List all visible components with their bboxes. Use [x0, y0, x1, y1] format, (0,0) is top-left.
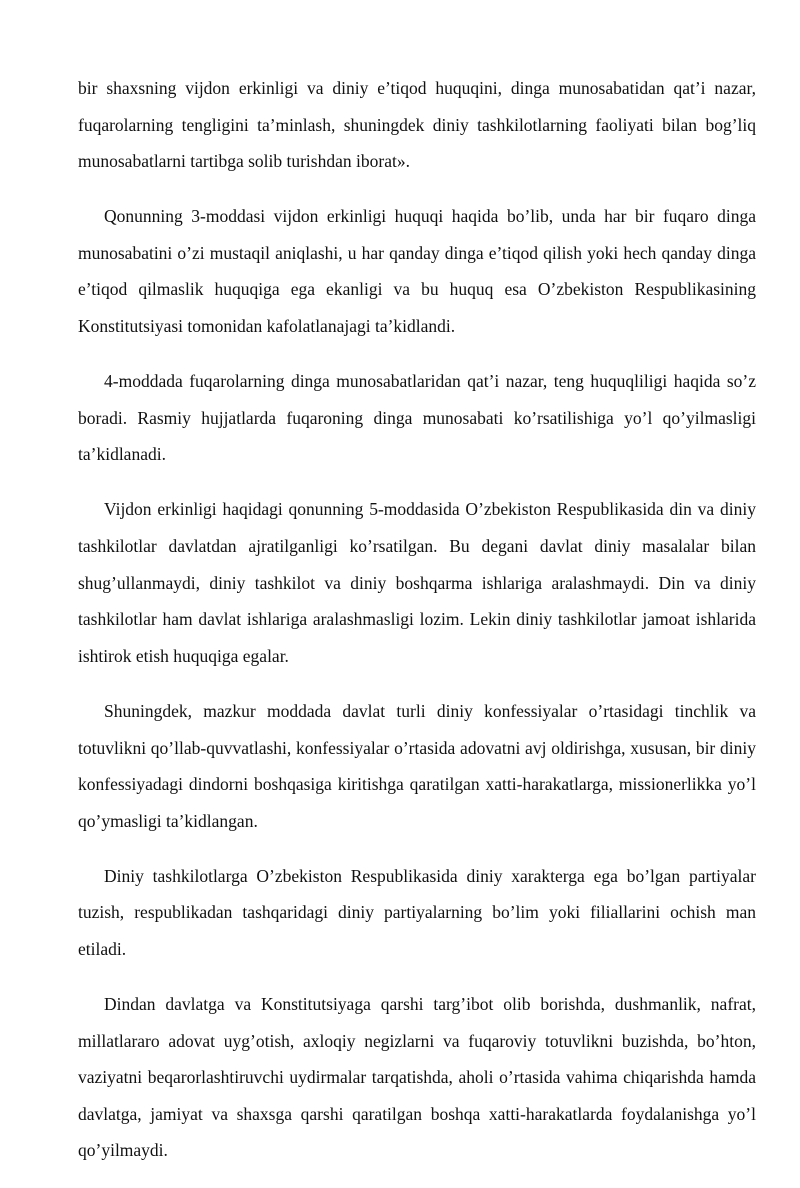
paragraph-continuation: bir shaxsning vijdon erkinligi va diniy e’tiqod huquqini, dinga munosabatidan qat’i nazar, fuqarolarning tengligini ta’minlash, shuningdek diniy tashkilotlarning faoliyati bilan bog’liq munosabatlarni tartibga solib turishdan iborat».: [78, 78, 756, 172]
paragraph-article-4: 4-moddada fuqarolarning dinga munosabatlaridan qat’i nazar, teng huquqliligi haqida so’z boradi. Rasmiy hujjatlarda fuqaroning dinga munosabati ko’rsatilishiga yo’l qo’yilmasligi ta’kidlanadi.: [78, 371, 756, 465]
paragraph-article-3: Qonunning 3-moddasi vijdon erkinligi huquqi haqida bo’lib, unda har bir fuqaro dinga munosabatini o’zi mustaqil aniqlashi, u har qanday dinga e’tiqod qilish yoki hech qanday dinga e’tiqod qilmaslik huquqiga ega ekanligi va bu huquq esa O’zbekiston Respublikasining Konstitutsiyasi tomonidan kafolatlanajagi ta’kidlandi.: [78, 206, 756, 337]
document-page: [78, 70, 756, 1188]
paragraph-religious-parties: Diniy tashkilotlarga O’zbekiston Respublikasida diniy xarakterga ega bo’lgan partiyalar tuzish, respublikadan tashqaridagi diniy partiyalarning bo’lim yoki filiallarini ochish man etiladi.: [78, 865, 756, 959]
paragraph-prohibited-activities: Dindan davlatga va Konstitutsiyaga qarshi targ’ibot olib borishda, dushmanlik, nafrat, millatlararo adovat uyg’otish, axloqiy negizlarni va fuqaroviy totuvlikni buzishda, bo’hton, vaziyatni beqarorlashtiruvchi uydirmalar tarqatishda, aholi o’rtasida vahima chiqarishda hamda davlatga, jamiyat va shaxsga qarshi qaratilgan boshqa xatti-harakatlarda foydalanishga yo’l qo’yilmaydi.: [78, 994, 756, 1161]
paragraph-interfaith-peace: Shuningdek, mazkur moddada davlat turli diniy konfessiyalar o’rtasidagi tinchlik va totuvlikni qo’llab-quvvatlashi, konfessiyalar o’rtasida adovatni avj oldirishga, xususan, bir diniy konfessiyadagi dindorni boshqasiga kiritishga qaratilgan xatti-harakatlarga, missionerlikka yo’l qo’ymasligi ta’kidlangan.: [78, 700, 756, 831]
paragraph-article-5: Vijdon erkinligi haqidagi qonunning 5-moddasida O’zbekiston Respublikasida din va diniy tashkilotlar davlatdan ajratilganligi ko’rsatilgan. Bu degani davlat diniy masalalar bilan shug’ullanmaydi, diniy tashkilot va diniy boshqarma ishlariga aralashmaydi. Din va diniy tashkilotlar ham davlat ishlariga aralashmasligi lozim. Lekin diniy tashkilotlar jamoat ishlarida ishtirok etish huquqiga egalar.: [78, 499, 756, 666]
